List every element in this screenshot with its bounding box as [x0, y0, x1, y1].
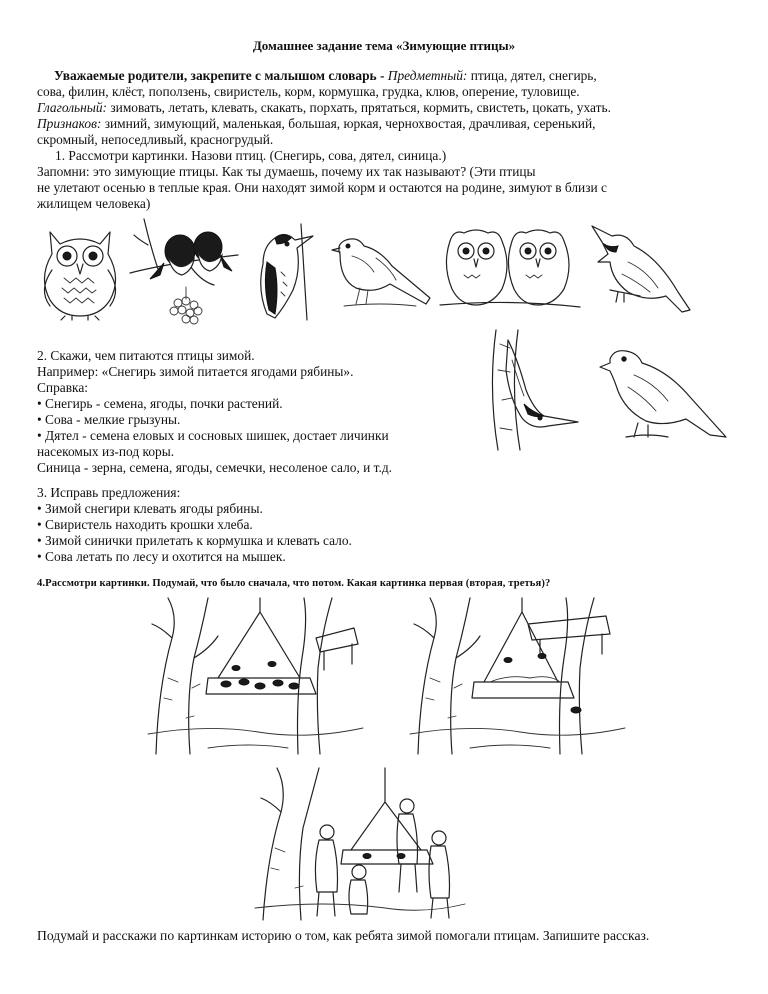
noun-words-1: птица, дятел, снегирь,: [470, 68, 597, 83]
tit-illustration: [330, 232, 435, 312]
intro-line-1: [54, 68, 597, 84]
verb-line: [37, 100, 611, 116]
task3-item-2: • Свиристель находить крошки хлеба.: [37, 517, 253, 532]
attr-words-1: зимний, зимующий, маленькая, большая, юркая, чернохвостая, драчливая, серенький,: [104, 116, 596, 131]
task3-item-1: • Зимой снегири клевать ягоды рябины.: [37, 501, 263, 516]
closing-text: Подумай и расскажи по картинкам историю о том, как ребята зимой помогали птицам. Запишите рассказ.: [37, 928, 650, 943]
task1-line-2: не улетают осенью в теплые края. Они находят зимой корм и остаются на родине, зимуют в близи с: [37, 180, 607, 195]
task2-last-line: Синица - зерна, семена, ягоды, семечки, несоленое сало, и т.д.: [37, 460, 393, 475]
task2-item-2: • Сова - мелкие грызуны.: [37, 412, 181, 427]
verb-words: зимовать, летать, клевать, скакать, порхать, прятаться, кормить, свистеть, цокать, ухать.: [110, 100, 611, 115]
task2-item-continuation: насекомых из-под коры.: [37, 444, 175, 459]
sparrow-illustration: [598, 345, 728, 445]
task3-item-4: • Сова летать по лесу и охотится на мышек.: [37, 549, 286, 564]
scene-3-illustration: [255, 768, 465, 923]
nuthatch-illustration: [478, 330, 583, 450]
task1-line-1: Запомни: это зимующие птицы. Как ты думаешь, почему их так называют? (Эти птицы: [37, 164, 536, 179]
scene-2-illustration: [410, 598, 625, 758]
task1-line-3: жилищем человека): [37, 196, 151, 211]
owlets-illustration: [440, 225, 580, 315]
noun-label: Предметный:: [387, 68, 468, 83]
task1-heading: 1. Рассмотри картинки. Назови птиц. (Снегирь, сова, дятел, синица.): [55, 148, 447, 163]
intro-lead: Уважаемые родители, закрепите с малышом словарь -: [54, 68, 385, 83]
task2-heading: 2. Скажи, чем питаются птицы зимой.: [37, 348, 255, 363]
verb-label: Глагольный:: [37, 100, 107, 115]
scene-1-illustration: [148, 598, 363, 758]
task2-item-3: • Дятел - семена еловых и сосновых шишек, достает личинки: [37, 428, 389, 443]
task3-heading: 3. Исправь предложения:: [37, 485, 181, 500]
woodpecker-illustration: [245, 220, 315, 325]
task4-heading: 4.Рассмотри картинки. Подумай, что было сначала, что потом. Какая картинка первая (вторая, третья)?: [37, 578, 551, 589]
task2-item-1: • Снегирь - семена, ягоды, почки растений.: [37, 396, 283, 411]
owl-illustration: [30, 220, 130, 320]
waxwing-illustration: [588, 222, 693, 317]
page-title: Домашнее задание тема «Зимующие птицы»: [252, 38, 516, 53]
attr-line: [37, 116, 595, 132]
bullfinches-illustration: [128, 215, 240, 325]
noun-words-2: сова, филин, клёст, поползень, свиристель, корм, кормушка, грудка, клюв, оперение, туловище.: [37, 84, 580, 99]
task2-example: Например: «Снегирь зимой питается ягодами рябины».: [37, 364, 354, 379]
task3-item-3: • Зимой синички прилетать к кормушка и клевать сало.: [37, 533, 352, 548]
attr-label: Признаков:: [37, 116, 102, 131]
task2-reference-label: Справка:: [37, 380, 89, 395]
attr-words-2: скромный, непоседливый, красногрудый.: [37, 132, 274, 147]
